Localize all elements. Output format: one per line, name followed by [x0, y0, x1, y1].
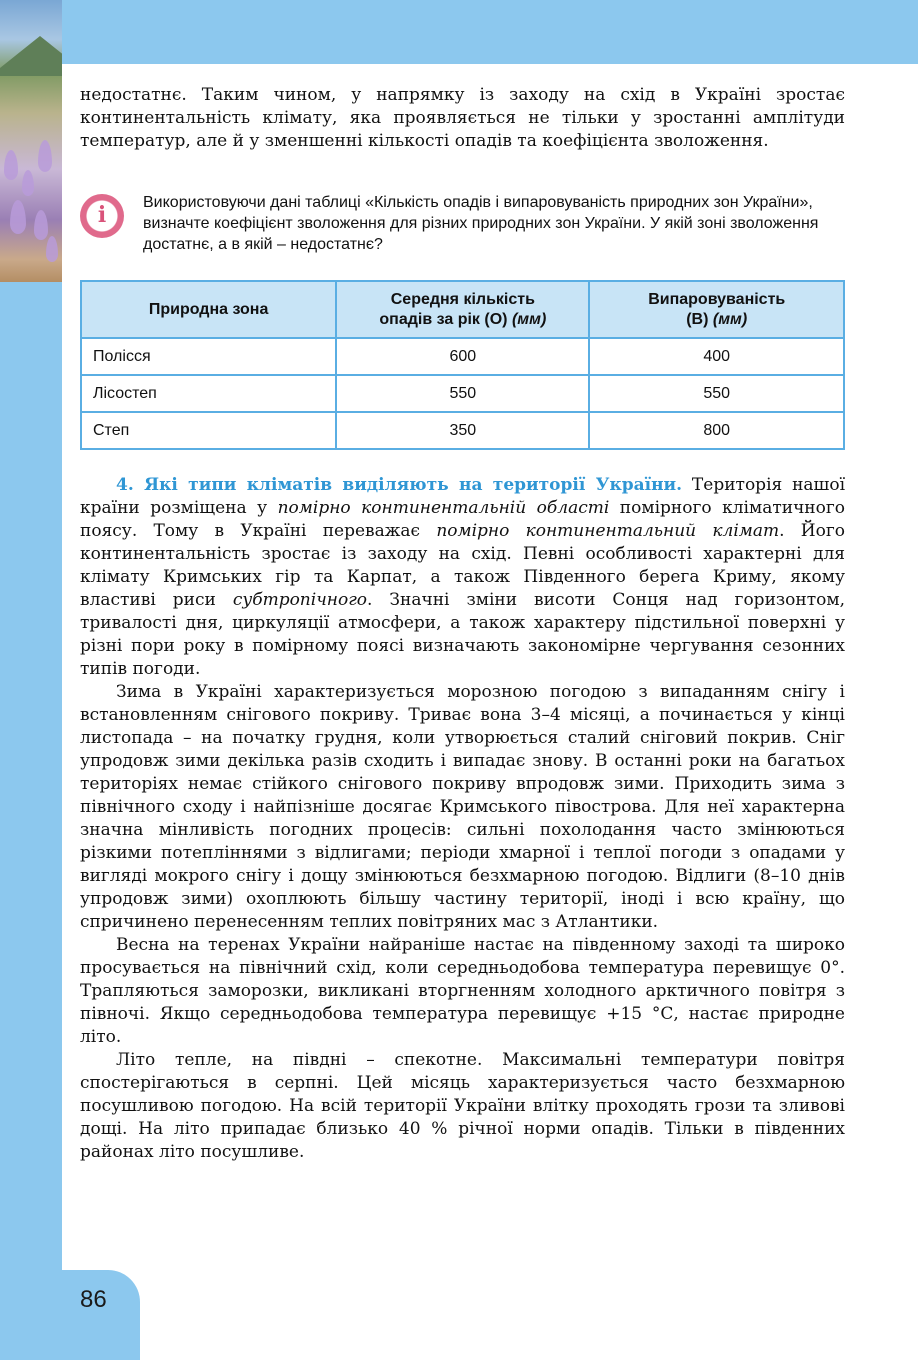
zone-cell: Степ [81, 412, 336, 449]
summer-paragraph: Літо тепле, на півдні – спекотне. Максимальні температури повітря спостерігаються в серпні. Цей місяць характеризується часто безхмарною посушливою погодою. На всій території України влітку проходять грози та зливові дощі. На літо припадає близько 40 % річної норми опадів. Тільки в південних районах літо посушливе. [80, 1050, 845, 1162]
precip-cell: 350 [336, 412, 589, 449]
top-banner [62, 0, 918, 64]
zone-cell: Полісся [81, 338, 336, 375]
section4-paragraph: 4. Які типи кліматів виділяють на території України. Територія нашої країни розміщена у помірно континентальній області помірного кліматичного поясу. Тому в Україні переважає помірно континентальний клімат. Його континентальність зростає із заходу на схід. Певні особливості характерні для клімату Кримських гір та Карпат, а також Південного берега Криму, якому властиві риси субтропічного. Значні зміни висоти Сонця над горизонтом, тривалості дня, циркуляції атмосфери, а також характеру підстильної поверхні у різні пори року в помірному поясі визначають закономірне чергування сезонних типів погоди. [80, 475, 846, 679]
section-heading: 4. Які типи кліматів виділяють на території України. [116, 475, 683, 495]
table-header-row [81, 281, 844, 338]
zone-cell: Лісостеп [81, 375, 336, 412]
evap-cell: 400 [589, 338, 844, 375]
info-icon: i [80, 194, 124, 238]
evap-cell: 550 [589, 375, 844, 412]
table-row [81, 338, 844, 375]
header-precipitation: Середня кількість опадів за рік (О) (мм) [336, 281, 589, 338]
page-number: 86 [80, 1286, 107, 1313]
page-number-tab [0, 1270, 140, 1360]
table-row [81, 375, 844, 412]
info-task-text: Використовуючи дані таблиці «Кількість опадів і випаровуваність природних зон України», визначте коефіцієнт зволоження для різних природних зон України. У якій зоні зволоження достатнє, а в якій – недостатнє? [143, 194, 819, 253]
intro-paragraph: недостатнє. Таким чином, у напрямку із заходу на схід в Україні зростає континентальність клімату, яка проявляється не тільки у зростанні амплітуди температур, але й у зменшенні кількості опадів та коефіцієнта зволоження. [80, 85, 845, 151]
crocus-photo [0, 0, 62, 282]
spring-paragraph: Весна на теренах України найраніше настає на південному заході та широко просувається на північний схід, коли середньодобова температура перевищує 0°. Трапляються заморозки, викликані вторгненням холодного арктичного повітря з півночі. Якщо середньодобова температура перевищує +15 °С, настає природне літо. [80, 935, 845, 1047]
evap-cell: 800 [589, 412, 844, 449]
precip-cell: 600 [336, 338, 589, 375]
winter-paragraph: Зима в Україні характеризується морозною погодою з випаданням снігу і встановленням снігового покриву. Триває вона 3–4 місяці, а починається у кінці листопада – на початку грудня, коли утворюється сталий сніговий покрив. Сніг упродовж зими декілька разів сходить і випадає знову. В останні роки на багатьох територіях немає стійкого снігового покриву впродовж зими. Приходить зима з північного сходу і найпізніше досягає Кримського півострова. Для неї характерна значна мінливість погодних процесів: сильні похолодання часто змінюються різкими потепліннями з відлигами; періоди хмарної і теплої погоди з опадами у вигляді мокрого снігу і дощу змінюються безхмарною погодою. Відлиги (8–10 днів упродовж зими) охоплюють більшу частину території, іноді і всю країну, що спричинено перенесенням теплих повітряних мас з Атлантики. [80, 682, 845, 932]
header-zone: Природна зона [81, 281, 336, 338]
left-margin-bar [0, 282, 62, 1360]
table-row [81, 412, 844, 449]
header-evaporation: Випаровуваність (В) (мм) [589, 281, 844, 338]
precipitation-table [80, 280, 845, 450]
main-text [80, 474, 845, 1164]
precip-cell: 550 [336, 375, 589, 412]
